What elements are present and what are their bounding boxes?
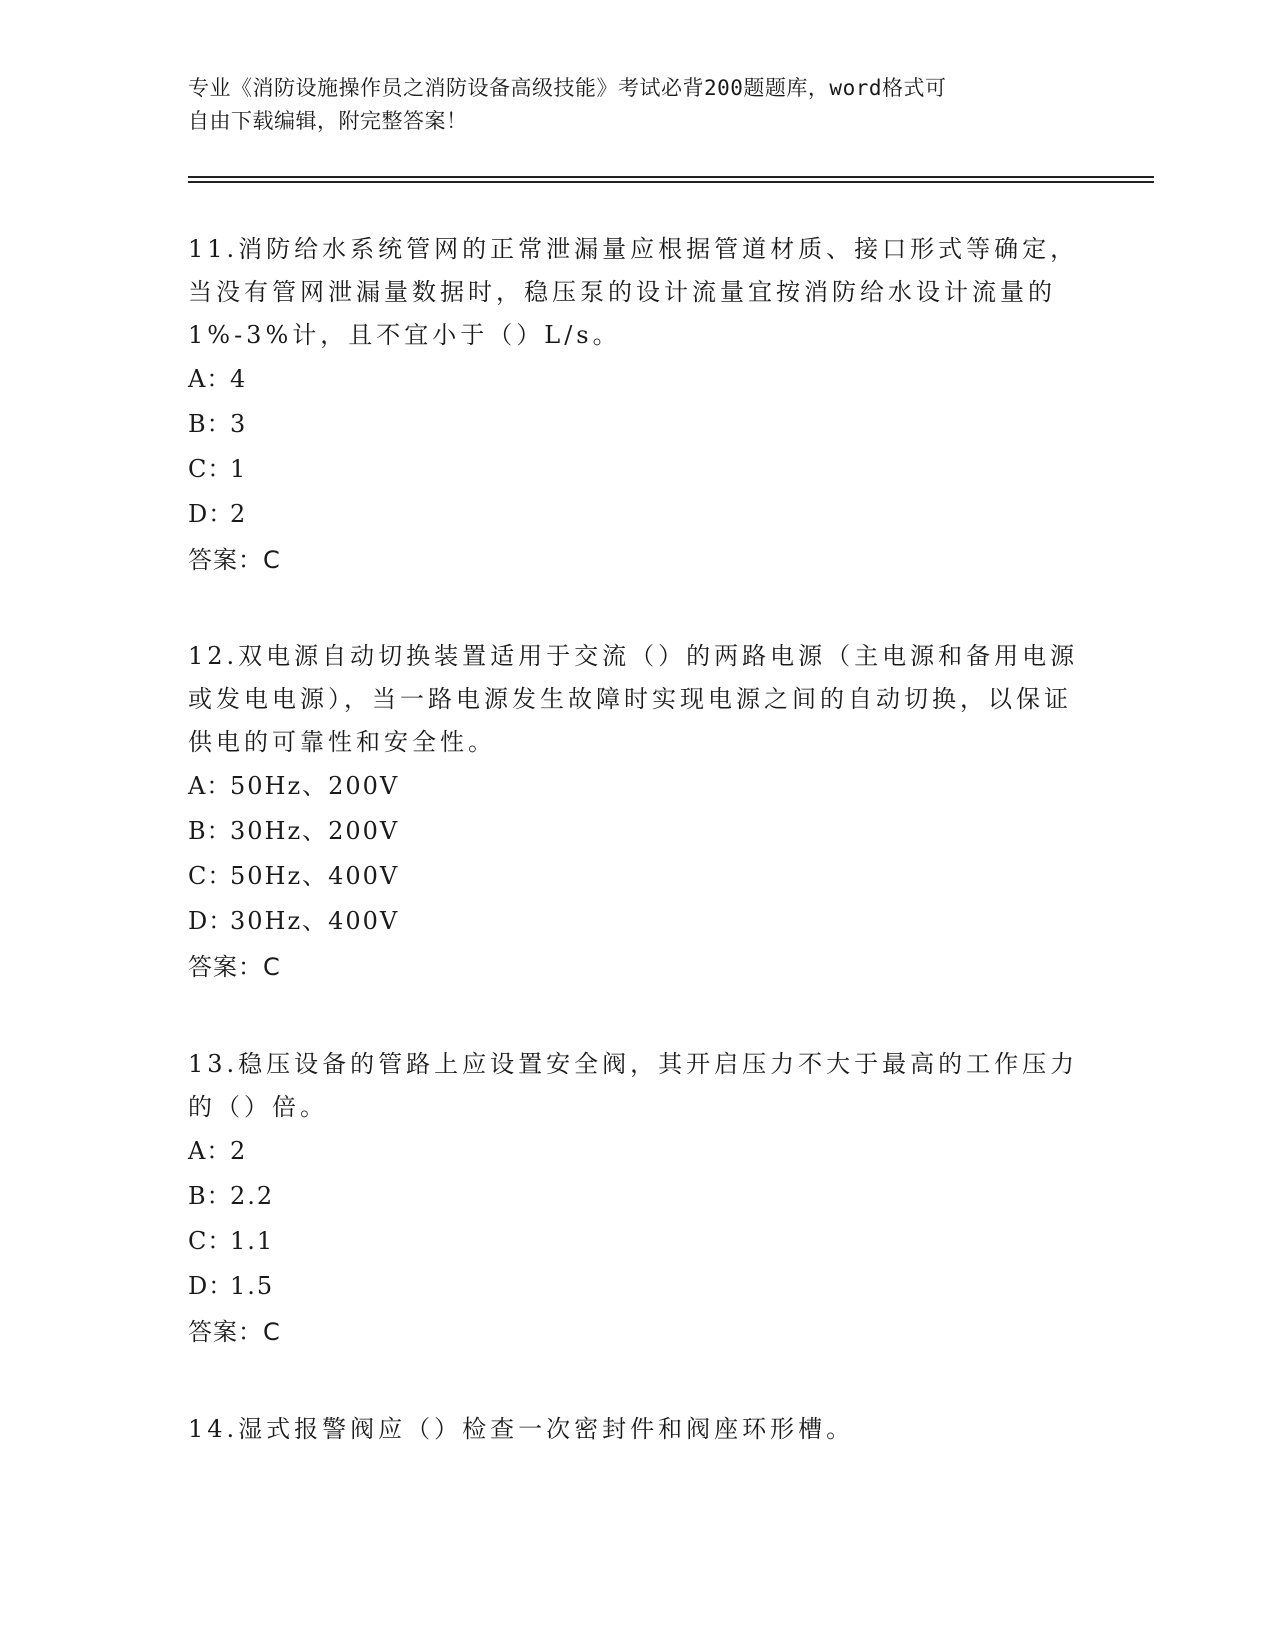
option-b — [188, 402, 1088, 447]
option-value: 1 — [230, 455, 248, 483]
option-value: 1.5 — [230, 1272, 275, 1300]
header-divider-bottom — [188, 181, 1154, 183]
option-label: B： — [188, 410, 232, 438]
question-12 — [188, 635, 1088, 990]
option-label: A： — [188, 772, 232, 800]
option-label: D： — [188, 500, 234, 528]
option-a — [188, 357, 1088, 402]
option-value: 50Hz、200V — [230, 772, 400, 800]
option-c — [188, 447, 1088, 492]
option-label: B： — [188, 817, 232, 845]
question-11 — [188, 228, 1088, 583]
question-text: 13.稳压设备的管路上应设置安全阀，其开启压力不大于最高的工作压力的（）倍。 — [188, 1050, 1079, 1121]
question-14 — [188, 1408, 1088, 1451]
option-d — [188, 899, 1088, 944]
answer-line: 答案：C — [188, 546, 281, 574]
option-value: 50Hz、400V — [230, 862, 400, 890]
option-value: 30Hz、200V — [230, 817, 400, 845]
option-value: 2 — [230, 500, 248, 528]
option-c — [188, 854, 1088, 899]
option-a — [188, 1129, 1088, 1174]
option-value: 2 — [230, 1137, 248, 1165]
option-b — [188, 809, 1088, 854]
header-line-2: 自由下载编辑，附完整答案！ — [188, 109, 468, 133]
option-value: 2.2 — [230, 1182, 275, 1210]
answer-line: 答案：C — [188, 1318, 281, 1346]
header-divider-top — [188, 176, 1154, 178]
option-label: C： — [188, 1227, 233, 1255]
option-label: A： — [188, 1137, 232, 1165]
option-a — [188, 764, 1088, 809]
document-header — [188, 72, 1068, 138]
option-d — [188, 1264, 1088, 1309]
option-label: D： — [188, 907, 234, 935]
option-b — [188, 1174, 1088, 1219]
header-line-1: 专业《消防设施操作员之消防设备高级技能》考试必背200题题库，word格式可 — [188, 76, 947, 100]
question-text: 14.湿式报警阀应（）检查一次密封件和阀座环形槽。 — [188, 1415, 855, 1443]
option-label: C： — [188, 862, 233, 890]
answer-line: 答案：C — [188, 953, 281, 981]
option-label: C： — [188, 455, 233, 483]
question-text: 11.消防给水系统管网的正常泄漏量应根据管道材质、接口形式等确定，当没有管网泄漏量数据时，稳压泵的设计流量宜按消防给水设计流量的1%-3%计，且不宜小于（）L/s。 — [188, 235, 1079, 349]
option-d — [188, 492, 1088, 537]
option-value: 30Hz、400V — [230, 907, 400, 935]
option-value: 4 — [230, 365, 248, 393]
option-label: D： — [188, 1272, 234, 1300]
option-label: B： — [188, 1182, 232, 1210]
option-value: 3 — [230, 410, 248, 438]
question-text: 12.双电源自动切换装置适用于交流（）的两路电源（主电源和备用电源或发电电源），当一路电源发生故障时实现电源之间的自动切换，以保证供电的可靠性和安全性。 — [188, 642, 1079, 756]
question-13 — [188, 1043, 1088, 1355]
option-value: 1.1 — [230, 1227, 275, 1255]
option-c — [188, 1219, 1088, 1264]
option-label: A： — [188, 365, 232, 393]
